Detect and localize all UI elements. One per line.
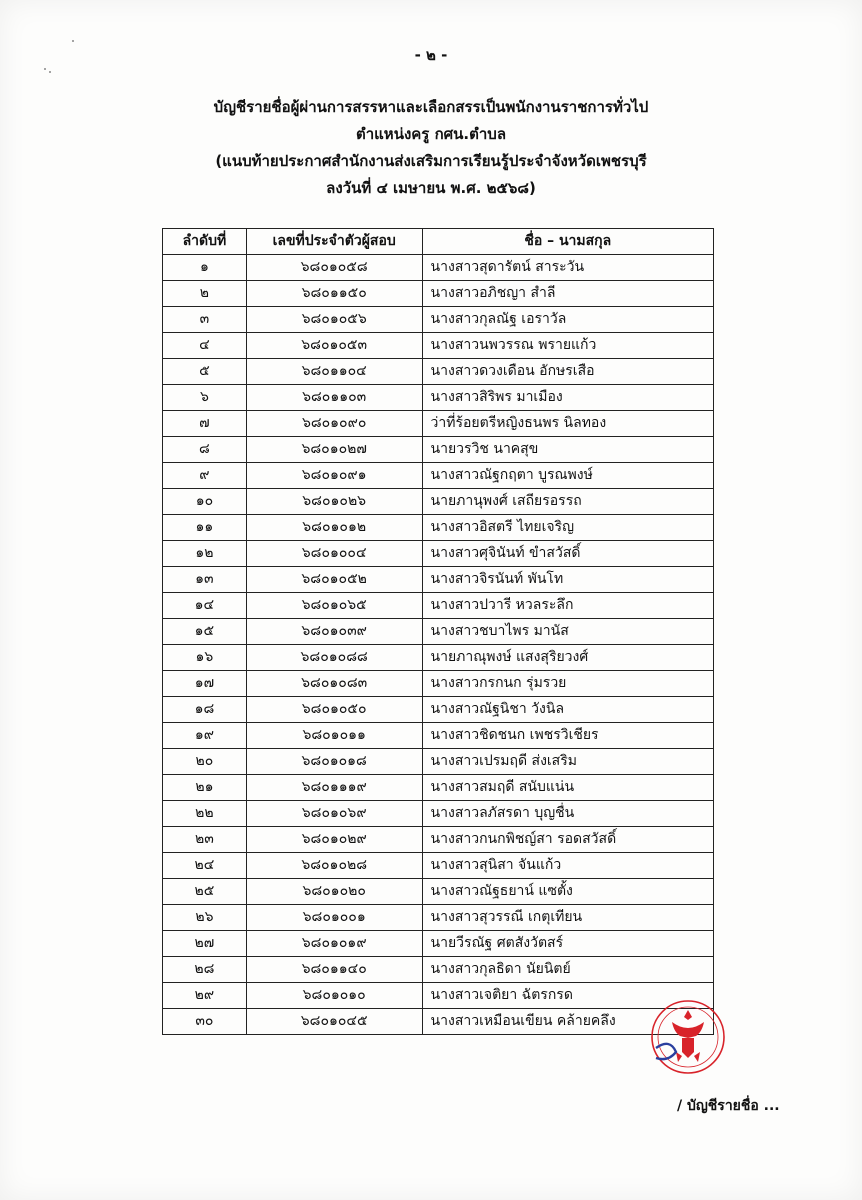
table-row (163, 853, 714, 879)
cell-exam-id: ๖๘๐๑๑๕๐ (246, 281, 422, 307)
cell-full-name: นางสาวชิดชนก เพชรวิเชียร (422, 723, 713, 749)
table-row (163, 827, 714, 853)
cell-order: ๒๐ (163, 749, 247, 775)
table-row (163, 879, 714, 905)
cell-exam-id: ๖๘๐๑๑๐๔ (246, 359, 422, 385)
cell-exam-id: ๖๘๐๑๐๒๗ (246, 437, 422, 463)
cell-exam-id: ๖๘๐๑๐๙๐ (246, 411, 422, 437)
heading-line-2: ตำแหน่งครู กศน.ตำบล (355, 125, 507, 143)
document-heading (0, 94, 862, 202)
cell-exam-id: ๖๘๐๑๐๒๙ (246, 827, 422, 853)
cell-full-name: นางสาวสมฤดี สนับแน่น (422, 775, 713, 801)
cell-exam-id: ๖๘๐๑๐๘๓ (246, 671, 422, 697)
table-row (163, 671, 714, 697)
cell-order: ๒๗ (163, 931, 247, 957)
cell-order: ๒๑ (163, 775, 247, 801)
page-number: - ๒ - (414, 46, 448, 64)
table-row (163, 463, 714, 489)
cell-full-name: นางสาวกรกนก รุ่มรวย (422, 671, 713, 697)
cell-exam-id: ๖๘๐๑๐๕๖ (246, 307, 422, 333)
cell-order: ๒ (163, 281, 247, 307)
cell-full-name: นางสาวณัฐธยาน์ แซตั้ง (422, 879, 713, 905)
cell-full-name: นางสาวณัฐนิชา วังนิล (422, 697, 713, 723)
cell-exam-id: ๖๘๐๑๐๙๑ (246, 463, 422, 489)
table-row (163, 697, 714, 723)
cell-full-name: นางสาวเหมือนเขียน คล้ายคลึง (422, 1009, 713, 1035)
cell-full-name: นางสาวอภิชญา สำลี (422, 281, 713, 307)
table-row (163, 775, 714, 801)
cell-exam-id: ๖๘๐๑๐๒๖ (246, 489, 422, 515)
table-row (163, 957, 714, 983)
speck (44, 68, 46, 70)
cell-order: ๑๒ (163, 541, 247, 567)
table-row (163, 645, 714, 671)
cell-full-name: นางสาวลภัสรดา บุญชื่น (422, 801, 713, 827)
cell-exam-id: ๖๘๐๑๐๘๘ (246, 645, 422, 671)
cell-order: ๔ (163, 333, 247, 359)
column-header-exam-id: เลขที่ประจำตัวผู้สอบ (246, 229, 422, 255)
cell-order: ๑๖ (163, 645, 247, 671)
cell-order: ๓๐ (163, 1009, 247, 1035)
table-row (163, 307, 714, 333)
table-row (163, 515, 714, 541)
continuation-note: / บัญชีรายชื่อ ... (677, 1098, 780, 1114)
cell-order: ๑๐ (163, 489, 247, 515)
cell-order: ๒๒ (163, 801, 247, 827)
cell-order: ๑๔ (163, 593, 247, 619)
cell-order: ๗ (163, 411, 247, 437)
cell-order: ๑๙ (163, 723, 247, 749)
cell-full-name: นายวีรณัฐ ศตสังวัตสร์ (422, 931, 713, 957)
table-row (163, 931, 714, 957)
cell-full-name: นางสาวกุลธิดา นัยนิตย์ (422, 957, 713, 983)
heading-line-3: (แนบท้ายประกาศสำนักงานส่งเสริมการเรียนรู้ประจำจังหวัดเพชรบุรี (215, 152, 647, 170)
cell-order: ๕ (163, 359, 247, 385)
table-row (163, 1009, 714, 1035)
cell-exam-id: ๖๘๐๑๑๐๓ (246, 385, 422, 411)
cell-full-name: นายภานุพงศ์ เสถียรอรรถ (422, 489, 713, 515)
cell-full-name: นางสาวสิริพร มาเมือง (422, 385, 713, 411)
cell-full-name: นางสาวสุนิสา จันแก้ว (422, 853, 713, 879)
cell-exam-id: ๖๘๐๑๐๑๐ (246, 983, 422, 1009)
garuda-seal-icon (642, 996, 734, 1078)
table-row (163, 749, 714, 775)
cell-full-name: นางสาวสุวรรณี เกตุเทียน (422, 905, 713, 931)
cell-order: ๒๙ (163, 983, 247, 1009)
candidate-table (162, 228, 714, 1035)
cell-full-name: นางสาวดวงเดือน อักษรเสือ (422, 359, 713, 385)
cell-order: ๘ (163, 437, 247, 463)
cell-order: ๖ (163, 385, 247, 411)
table-row (163, 489, 714, 515)
cell-exam-id: ๖๘๐๑๐๖๙ (246, 801, 422, 827)
table-row (163, 333, 714, 359)
cell-exam-id: ๖๘๐๑๐๕๘ (246, 255, 422, 281)
cell-full-name: นางสาวเจติยา ฉัตรกรด (422, 983, 713, 1009)
cell-full-name: นายวรวิช นาคสุข (422, 437, 713, 463)
table-row (163, 281, 714, 307)
cell-full-name: นางสาวสุดารัตน์ สาระวัน (422, 255, 713, 281)
table-row (163, 801, 714, 827)
cell-order: ๓ (163, 307, 247, 333)
cell-exam-id: ๖๘๐๑๐๐๑ (246, 905, 422, 931)
cell-exam-id: ๖๘๐๑๑๑๙ (246, 775, 422, 801)
cell-exam-id: ๖๘๐๑๐๒๘ (246, 853, 422, 879)
cell-exam-id: ๖๘๐๑๐๑๘ (246, 749, 422, 775)
cell-order: ๒๘ (163, 957, 247, 983)
table-row (163, 359, 714, 385)
cell-exam-id: ๖๘๐๑๐๑๙ (246, 931, 422, 957)
table-row (163, 541, 714, 567)
table-header-row (163, 229, 714, 255)
cell-full-name: นางสาวกุลณัฐ เอราวัล (422, 307, 713, 333)
table-row (163, 983, 714, 1009)
cell-exam-id: ๖๘๐๑๐๑๒ (246, 515, 422, 541)
cell-order: ๒๕ (163, 879, 247, 905)
table-row (163, 385, 714, 411)
cell-full-name: นางสาวณัฐกฤตา บูรณพงษ์ (422, 463, 713, 489)
speck (72, 40, 74, 42)
table-row (163, 593, 714, 619)
heading-line-4: ลงวันที่ ๔ เมษายน พ.ศ. ๒๕๖๘) (326, 179, 536, 197)
cell-full-name: นางสาวนพวรรณ พรายแก้ว (422, 333, 713, 359)
cell-order: ๑๓ (163, 567, 247, 593)
cell-full-name: นางสาวอิสตรี ไทยเจริญ (422, 515, 713, 541)
cell-exam-id: ๖๘๐๑๐๓๙ (246, 619, 422, 645)
table-row (163, 619, 714, 645)
cell-order: ๑๘ (163, 697, 247, 723)
cell-exam-id: ๖๘๐๑๐๔๕ (246, 1009, 422, 1035)
cell-full-name: นางสาวกนกพิชญ์สา รอดสวัสดิ์ (422, 827, 713, 853)
cell-full-name: นางสาวศุจินันท์ ขำสวัสดิ์ (422, 541, 713, 567)
cell-order: ๒๔ (163, 853, 247, 879)
table-row (163, 411, 714, 437)
cell-full-name: นางสาวชบาไพร มานัส (422, 619, 713, 645)
cell-exam-id: ๖๘๐๑๐๒๐ (246, 879, 422, 905)
table-row (163, 905, 714, 931)
table-row (163, 255, 714, 281)
cell-order: ๑๗ (163, 671, 247, 697)
cell-order: ๑๑ (163, 515, 247, 541)
cell-exam-id: ๖๘๐๑๐๕๓ (246, 333, 422, 359)
heading-line-1: บัญชีรายชื่อผู้ผ่านการสรรหาและเลือกสรรเป็นพนักงานราชการทั่วไป (213, 98, 649, 116)
cell-full-name: นายภาณุพงษ์ แสงสุริยวงศ์ (422, 645, 713, 671)
table-row (163, 567, 714, 593)
cell-order: ๑๕ (163, 619, 247, 645)
table-row (163, 723, 714, 749)
cell-exam-id: ๖๘๐๑๐๕๒ (246, 567, 422, 593)
cell-exam-id: ๖๘๐๑๐๖๕ (246, 593, 422, 619)
cell-exam-id: ๖๘๐๑๑๔๐ (246, 957, 422, 983)
cell-order: ๑ (163, 255, 247, 281)
column-header-name: ชื่อ – นามสกุล (422, 229, 713, 255)
cell-order: ๒๖ (163, 905, 247, 931)
cell-full-name: นางสาวปวารี หวลระลึก (422, 593, 713, 619)
cell-full-name: นางสาวจิรนันท์ พันโท (422, 567, 713, 593)
cell-exam-id: ๖๘๐๑๐๕๐ (246, 697, 422, 723)
cell-full-name: นางสาวเปรมฤดี ส่งเสริม (422, 749, 713, 775)
cell-exam-id: ๖๘๐๑๐๑๑ (246, 723, 422, 749)
cell-full-name: ว่าที่ร้อยตรีหญิงธนพร นิลทอง (422, 411, 713, 437)
cell-order: ๒๓ (163, 827, 247, 853)
table-row (163, 437, 714, 463)
cell-order: ๙ (163, 463, 247, 489)
speck (49, 71, 51, 73)
column-header-order: ลำดับที่ (163, 229, 247, 255)
cell-exam-id: ๖๘๐๑๐๐๔ (246, 541, 422, 567)
